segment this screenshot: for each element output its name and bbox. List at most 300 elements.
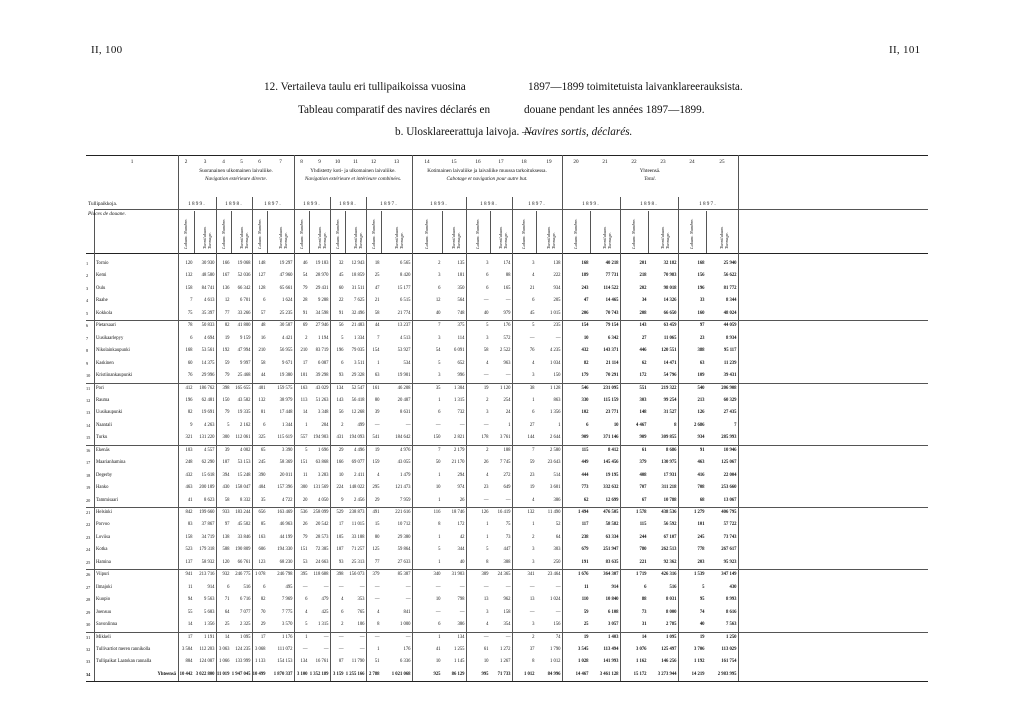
table-cell: 158: [185, 534, 193, 540]
table-cell: 19 380: [279, 373, 293, 379]
table-cell: 388: [697, 348, 705, 354]
table-cell: 98 018: [663, 285, 677, 291]
table-cell: —: [483, 584, 489, 590]
table-cell: 143: [336, 397, 344, 403]
row-index: 7: [86, 335, 89, 341]
table-cell: 4: [486, 360, 489, 366]
table-cell: 375: [457, 323, 465, 329]
table-cell: 44: [260, 373, 266, 379]
table-cell: 6: [486, 273, 489, 279]
table-cell: 3 706: [693, 646, 705, 652]
table-cell: 406 795: [721, 510, 737, 515]
table-cell: 4 421: [281, 335, 293, 341]
place-name: Porvoo: [96, 522, 110, 528]
table-cell: 48 024: [723, 310, 737, 316]
table-cell: 168: [581, 261, 589, 266]
table-cell: 63 334: [605, 534, 619, 540]
table-cell: 126: [481, 510, 489, 515]
table-cell: 258 099: [313, 510, 329, 515]
table-cell: 652: [457, 360, 465, 366]
table-cell: —: [483, 497, 489, 503]
table-cell: 47 994: [237, 348, 251, 354]
place-name: Helsinki: [96, 510, 112, 515]
column-number: 22: [631, 159, 637, 165]
table-cell: 210: [300, 348, 308, 354]
table-cell: 3 390: [281, 447, 293, 453]
table-cell: 176: [403, 646, 411, 652]
table-cell: 19 691: [201, 410, 215, 416]
table-cell: 1 624: [281, 298, 293, 304]
table-cell: 79 035: [351, 348, 365, 354]
table-cell: —: [405, 597, 411, 603]
table-cell: 105: [336, 534, 344, 540]
column-number: 16: [475, 159, 481, 165]
table-cell: 1 015: [549, 310, 561, 316]
table-cell: 1: [438, 472, 441, 478]
table-cell: 1 479: [399, 472, 411, 478]
table-row: [86, 333, 928, 345]
table-cell: 41: [187, 497, 193, 503]
table-cell: 516: [669, 584, 677, 590]
table-cell: 2: [305, 335, 308, 341]
column-number: 12: [370, 159, 377, 165]
table-cell: 16: [260, 335, 266, 341]
subheading-count: Lukum. Nombre.: [183, 218, 188, 249]
table-cell: 7: [190, 298, 193, 304]
table-cell: 1: [558, 422, 561, 428]
table-cell: 165: [503, 285, 511, 291]
table-cell: 159: [372, 460, 380, 466]
table-cell: 3 283: [317, 472, 329, 478]
row-index: 4: [86, 298, 89, 304]
table-cell: 6 336: [399, 659, 411, 665]
table-cell: 6: [438, 410, 441, 416]
table-cell: 4 613: [203, 298, 215, 304]
table-cell: 3: [438, 373, 441, 379]
table-cell: 408: [639, 472, 647, 478]
table-cell: 115: [581, 447, 589, 453]
row-index: 20: [86, 497, 91, 503]
place-name: Maarianhamina: [96, 460, 126, 466]
table-cell: 28: [302, 298, 308, 304]
table-cell: 23: [699, 335, 705, 341]
table-cell: 1: [377, 360, 380, 366]
table-cell: 221: [639, 559, 647, 565]
table-cell: 14: [187, 622, 193, 628]
row-index: 11: [86, 385, 91, 391]
table-cell: 1 192: [693, 659, 705, 665]
table-cell: 25: [224, 622, 230, 628]
table-cell: 21 114: [605, 360, 619, 366]
table-cell: —: [555, 609, 561, 615]
table-cell: 7 745: [499, 460, 511, 466]
table-cell: 8 686: [665, 447, 677, 453]
table-row: [86, 283, 928, 295]
table-cell: 3 159: [332, 671, 344, 677]
table-cell: 179 318: [199, 547, 215, 553]
table-cell: 1 012: [549, 659, 561, 665]
table-cell: 10: [483, 659, 489, 665]
table-cell: 2 821: [453, 435, 465, 441]
table-cell: 1 356: [549, 410, 561, 416]
table-cell: —: [359, 634, 365, 640]
table-cell: 778: [697, 547, 705, 553]
place-name: Turku: [96, 435, 108, 441]
table-cell: 995: [481, 671, 489, 677]
row-index: 5: [86, 310, 89, 316]
table-cell: 8 623: [203, 497, 215, 503]
table-cell: 179: [581, 373, 589, 379]
table-cell: 5: [227, 422, 230, 428]
row-index: 29: [86, 609, 91, 615]
table-cell: 54: [435, 348, 441, 354]
table-cell: 6 091: [453, 348, 465, 354]
table-row: [86, 320, 928, 332]
place-name: Savonlinna: [96, 622, 118, 628]
table-cell: 12: [435, 298, 441, 304]
table-cell: 780: [639, 547, 647, 553]
subheading-tonnage: Tonnilukum. Tonnage.: [660, 226, 670, 249]
table-cell: 303: [553, 547, 561, 553]
table-cell: 38: [529, 385, 535, 391]
table-cell: 144: [527, 435, 535, 441]
table-cell: 364 307: [603, 572, 619, 578]
table-cell: 17: [187, 634, 193, 640]
table-cell: 24 663: [315, 559, 329, 565]
title-fr-left: Tableau comparatif des navires déclarés en: [298, 104, 491, 116]
table-cell: 2: [532, 534, 535, 540]
table-cell: 39: [374, 410, 380, 416]
table-cell: 253 660: [721, 485, 737, 491]
table-cell: —: [359, 584, 365, 590]
table-cell: 7: [532, 447, 535, 453]
table-cell: 184 642: [395, 435, 411, 441]
table-cell: 101: [697, 522, 705, 528]
table-cell: 28 970: [315, 273, 329, 279]
table-cell: 246 798: [277, 572, 293, 578]
table-cell: 132: [185, 273, 193, 279]
table-cell: 43 055: [397, 460, 411, 466]
table-cell: 1 078: [254, 572, 266, 578]
column-number: 9: [318, 159, 321, 165]
table-cell: 12: [224, 298, 230, 304]
table-row: [86, 607, 928, 619]
table-cell: 10: [435, 659, 441, 665]
table-cell: 6: [532, 298, 535, 304]
table-cell: 148: [639, 410, 647, 416]
table-cell: 145 456: [603, 460, 619, 466]
table-cell: 46: [302, 261, 308, 266]
table-cell: 245: [258, 460, 266, 466]
row-index: 23: [86, 534, 91, 540]
table-cell: 121 473: [395, 485, 411, 491]
table-cell: 21: [529, 285, 535, 291]
table-cell: 99 254: [663, 397, 677, 403]
table-cell: 1 494: [577, 510, 589, 515]
subheading-count: Lukum. Nombre.: [573, 218, 578, 249]
table-cell: 87: [338, 659, 344, 665]
year-heading: 1898.: [480, 201, 498, 207]
table-cell: 44: [374, 323, 380, 329]
place-name: Tornio: [96, 261, 109, 266]
table-cell: 1: [305, 634, 308, 640]
table-cell: 285 993: [721, 435, 737, 441]
table-rule: [536, 211, 537, 253]
table-rule: [194, 211, 195, 253]
table-cell: 32: [338, 261, 344, 266]
table-cell: 1 267: [499, 659, 511, 665]
subheading-count: Lukum. Nombre.: [220, 218, 226, 249]
table-cell: 213 716: [199, 572, 215, 578]
table-cell: 1 279: [693, 510, 705, 515]
table-cell: 1 012: [523, 671, 535, 677]
table-cell: 167: [222, 273, 230, 279]
column-number: 19: [546, 159, 552, 165]
table-cell: 66 650: [663, 310, 677, 316]
table-cell: 188: [503, 447, 511, 453]
table-cell: 31 511: [351, 285, 365, 291]
table-cell: 13: [483, 597, 489, 603]
table-cell: 95: [699, 597, 705, 603]
row-index: 17: [86, 460, 91, 466]
table-cell: 71 733: [497, 671, 511, 677]
row-index: 16: [86, 447, 91, 453]
table-cell: 4: [532, 497, 535, 503]
table-cell: 10: [435, 485, 441, 491]
table-rule: [86, 155, 928, 156]
row-index: 8: [86, 348, 89, 354]
table-cell: 649: [503, 485, 511, 491]
table-cell: 2 788: [368, 671, 380, 677]
table-cell: 70 291: [605, 373, 619, 379]
table-cell: 432: [185, 472, 193, 478]
table-row: [86, 557, 928, 569]
table-cell: 13: [529, 597, 535, 603]
statistics-table: [86, 155, 928, 695]
table-cell: 58: [374, 310, 380, 316]
table-cell: 1 250: [725, 634, 737, 640]
table-cell: 5: [438, 360, 441, 366]
table-cell: 272: [503, 472, 511, 478]
table-cell: 1 719: [635, 572, 647, 578]
table-cell: 40 218: [605, 261, 619, 266]
table-cell: 19: [699, 634, 705, 640]
table-cell: 134: [457, 634, 465, 640]
table-cell: 205: [553, 298, 561, 304]
table-cell: 61: [483, 646, 489, 652]
year-heading: 1897.: [264, 201, 282, 207]
table-cell: 59 864: [397, 547, 411, 553]
table-cell: 134: [336, 385, 344, 391]
table-cell: 47: [374, 285, 380, 291]
year-heading: 1897.: [699, 201, 717, 207]
row-index: 34: [86, 671, 91, 677]
table-cell: 311 218: [661, 485, 677, 491]
table-cell: 1: [438, 634, 441, 640]
table-cell: —: [405, 584, 411, 590]
table-cell: 6 342: [607, 335, 619, 341]
year-heading: 1899.: [582, 201, 600, 207]
place-name: Ilmajoki: [96, 584, 112, 590]
table-cell: —: [483, 422, 489, 428]
table-cell: 914: [207, 584, 215, 590]
table-cell: 30 930: [201, 261, 215, 266]
table-cell: 6: [438, 622, 441, 628]
table-cell: 25 468: [237, 373, 251, 379]
place-name: Kotka: [96, 547, 108, 553]
table-cell: 4 513: [399, 335, 411, 341]
table-cell: 7 563: [725, 622, 737, 628]
place-name: Viipuri: [96, 572, 110, 578]
table-cell: 130 975: [661, 460, 677, 466]
row-index: 32: [86, 646, 91, 652]
table-cell: 10: [583, 335, 589, 341]
table-cell: 4 467: [635, 422, 647, 428]
table-cell: 29 996: [201, 373, 215, 379]
subtitle-left: b. Ulosklareerattuja laivoja. —: [395, 126, 534, 138]
table-cell: 1 024: [549, 597, 561, 603]
table-cell: 168: [697, 261, 705, 266]
table-cell: 59: [224, 360, 230, 366]
table-cell: —: [555, 584, 561, 590]
table-cell: 59: [583, 609, 589, 615]
table-cell: 2: [486, 397, 489, 403]
table-cell: 389: [481, 572, 489, 578]
table-cell: 202: [639, 285, 647, 291]
table-cell: 20: [302, 497, 308, 503]
table-cell: 14 467: [575, 671, 589, 677]
table-cell: 529: [336, 510, 344, 515]
table-cell: 196: [185, 397, 193, 403]
table-cell: —: [529, 609, 535, 615]
title-fi-right: 1897—1899 toimitetuista laivanklareerauksista.: [528, 81, 743, 93]
row-index: 30: [86, 622, 91, 628]
table-cell: 91: [302, 310, 308, 316]
table-cell: 206 908: [721, 385, 737, 391]
table-cell: 95 117: [723, 348, 737, 354]
table-cell: 69: [302, 323, 308, 329]
table-cell: 39: [224, 447, 230, 453]
table-cell: 70: [260, 609, 266, 615]
table-row: [86, 482, 928, 494]
row-index: 13: [86, 410, 91, 416]
table-cell: 379: [639, 460, 647, 466]
table-cell: 3 068: [254, 646, 266, 652]
subheading-tonnage: Tonnilukum. Tonnage.: [602, 226, 612, 249]
table-cell: 168: [185, 348, 193, 354]
table-cell: 11 490: [547, 510, 561, 515]
place-name: Ekenäs: [96, 447, 110, 453]
column-number: 8: [300, 159, 303, 165]
group-heading-fr: Cabotage et navigation pour autre but.: [446, 176, 528, 182]
table-cell: 109: [697, 373, 705, 379]
table-cell: 1: [438, 559, 441, 565]
table-cell: 102: [581, 410, 589, 416]
table-cell: 40: [483, 310, 489, 316]
table-cell: 176: [503, 323, 511, 329]
table-cell: 3 057: [607, 622, 619, 628]
table-cell: 60: [338, 285, 344, 291]
table-cell: 48 580: [201, 273, 215, 279]
table-cell: 1 539: [693, 572, 705, 578]
table-row: [86, 656, 928, 668]
table-cell: 163: [300, 385, 308, 391]
table-cell: 1 034: [549, 360, 561, 366]
table-cell: 447: [503, 547, 511, 553]
table-cell: —: [529, 584, 535, 590]
table-cell: 4 976: [399, 447, 411, 453]
table-cell: 11 015: [351, 522, 365, 528]
table-cell: 1 133: [254, 659, 266, 665]
table-cell: 58: [224, 497, 230, 503]
table-cell: 213: [697, 397, 705, 403]
table-cell: 19: [529, 485, 535, 491]
table-cell: 62: [583, 497, 589, 503]
table-cell: 4: [486, 622, 489, 628]
table-cell: 158: [503, 609, 511, 615]
table-cell: 47 960: [279, 273, 293, 279]
table-cell: 557: [300, 435, 308, 441]
table-cell: 679: [581, 547, 589, 553]
table-cell: 371 146: [603, 435, 619, 441]
row-index: 1: [86, 261, 89, 266]
table-cell: 19 335: [237, 410, 251, 416]
table-cell: 82: [187, 410, 193, 416]
place-name: Uusikaarlepyy: [96, 335, 124, 341]
table-cell: 50: [435, 460, 441, 466]
column-number: 13: [393, 159, 400, 165]
table-row: [86, 383, 928, 395]
table-cell: 80: [374, 397, 380, 403]
table-cell: 30 587: [279, 323, 293, 329]
table-cell: 158: [185, 285, 193, 291]
left-page-number: II, 100: [91, 44, 123, 56]
table-cell: 19: [374, 447, 380, 453]
table-cell: 118 688: [313, 572, 329, 578]
column-number: 17: [498, 159, 504, 165]
table-cell: 1: [438, 534, 441, 540]
place-name: Kristiinankaupunki: [96, 373, 133, 379]
table-cell: 29: [260, 622, 266, 628]
table-cell: 43 029: [315, 385, 329, 391]
table-cell: 85: [260, 522, 266, 528]
table-cell: 32 182: [663, 261, 677, 266]
table-cell: —: [555, 335, 561, 341]
table-cell: 52 036: [237, 273, 251, 279]
table-cell: 262 513: [661, 547, 677, 553]
table-cell: 165 655: [235, 385, 251, 391]
table-cell: 131 569: [313, 485, 329, 491]
table-cell: 26: [302, 522, 308, 528]
table-cell: 78: [187, 323, 193, 329]
table-cell: 8: [486, 559, 489, 565]
table-cell: 941: [185, 572, 193, 578]
table-cell: 161: [372, 385, 380, 391]
table-cell: 97: [224, 522, 230, 528]
table-cell: 120: [185, 261, 193, 266]
table-cell: 56 955: [279, 348, 293, 354]
table-cell: 31 527: [663, 410, 677, 416]
table-cell: 55: [187, 609, 193, 615]
right-page-number: II, 101: [889, 44, 921, 56]
table-cell: 341: [527, 572, 535, 578]
table-cell: 45 502: [237, 522, 251, 528]
table-cell: 1 000: [399, 622, 411, 628]
table-cell: 20 011: [279, 472, 293, 478]
table-cell: 10: [613, 422, 619, 428]
place-name: Uusikaupunki: [96, 410, 123, 416]
subheading-tonnage: Tonnilukum. Tonnage.: [316, 226, 327, 249]
